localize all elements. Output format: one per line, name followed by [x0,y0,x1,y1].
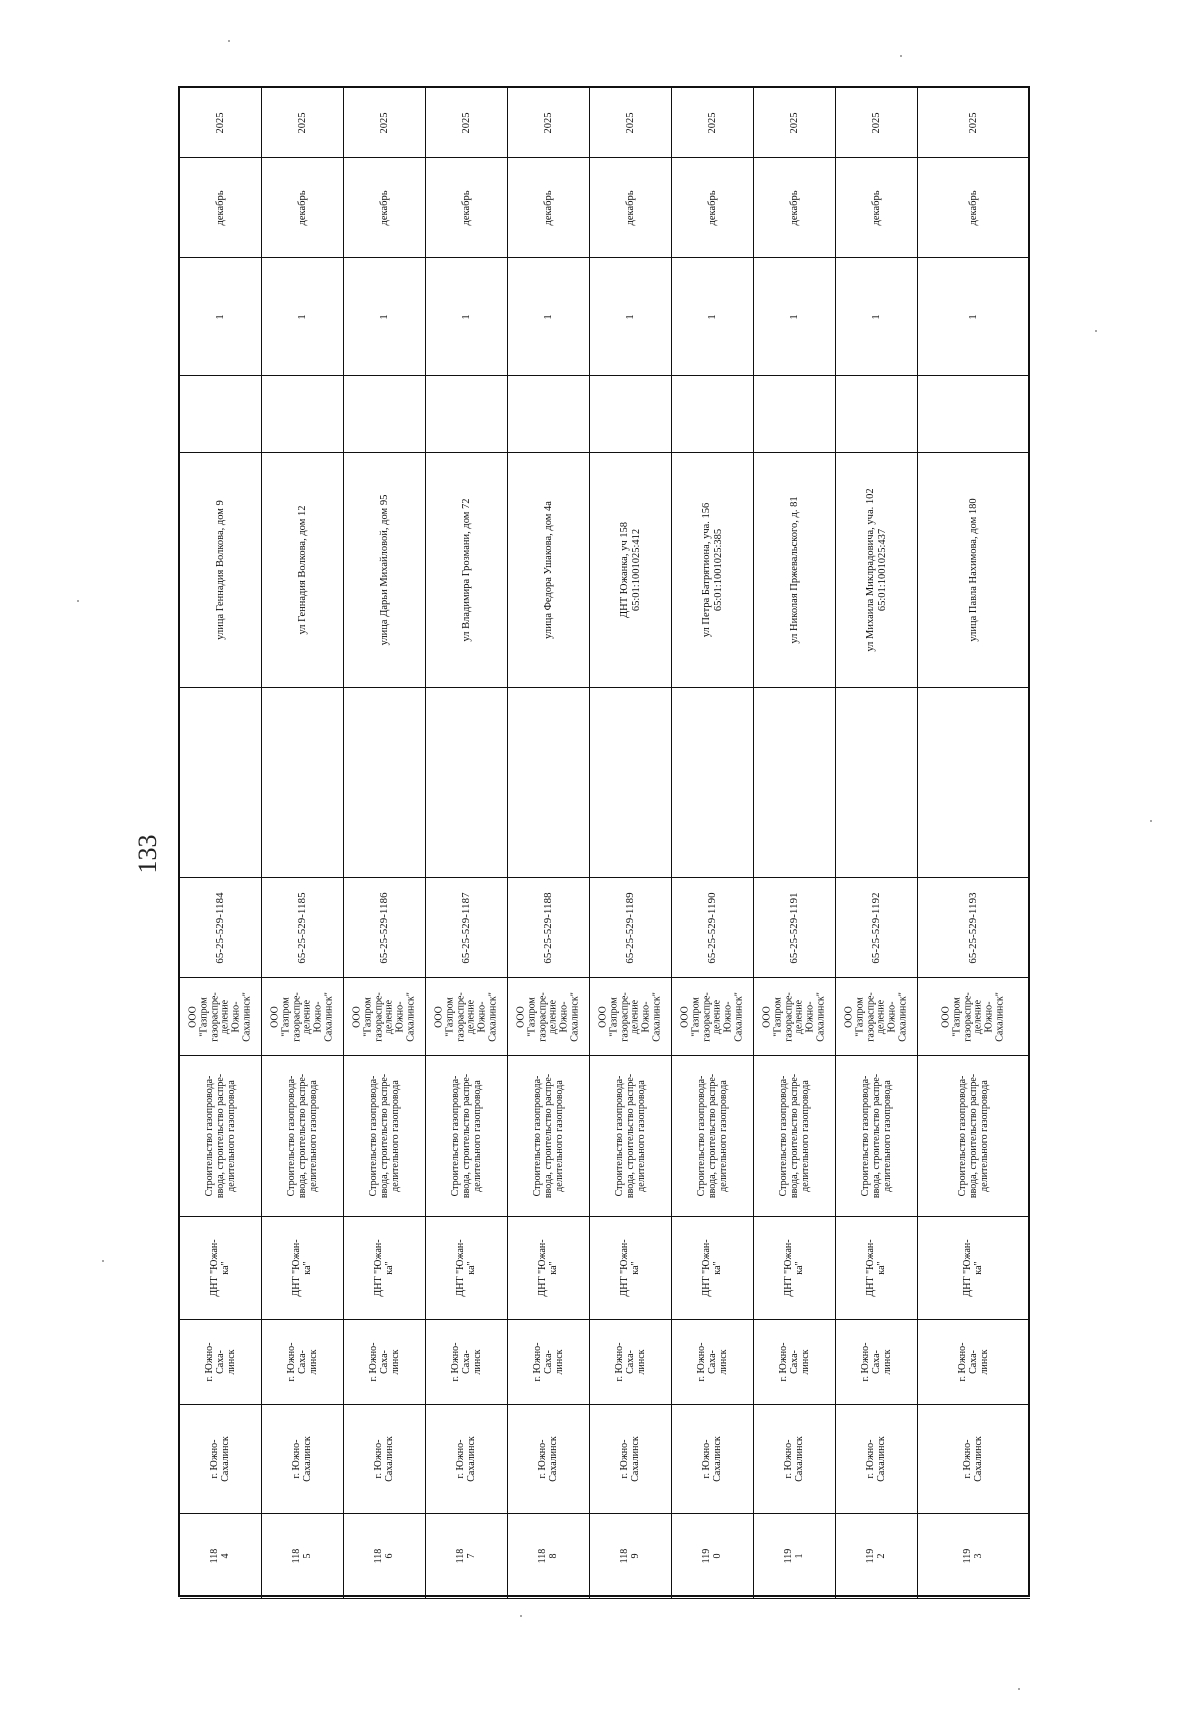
address-text: улица Павла Нахимова, дом 180 [968,498,979,642]
year-text: 2025 [788,112,800,133]
organization-text: ООО "Газпром газораспре- деление Южно- Сахалинск" [351,991,417,1042]
row-number-cell [590,1514,672,1599]
quantity-text: 1 [968,313,980,320]
document-table [178,86,1030,1597]
city-cell [590,1405,672,1514]
organization-cell [180,978,262,1056]
extra-cell [508,688,590,878]
settlement-text: ДНТ "Южан- ка" [864,1239,887,1297]
code-cell [590,878,672,978]
organization-cell [672,978,754,1056]
row-number-cell [918,1514,1030,1599]
address-text: ул Николая Пржевальского, д. 81 [788,496,800,644]
quantity-text: 1 [706,313,718,320]
city-cell [754,1405,836,1514]
organization-text: ООО "Газпром газораспре- деление Южно- Сахалинск" [940,991,1006,1042]
quantity-cell [262,258,344,376]
work-type-cell [508,1056,590,1217]
code-text: 65-25-529-1186 [377,891,390,964]
code-text: 65-25-529-1184 [213,891,226,964]
district-text: г. Южно- Саха- линск [203,1342,236,1382]
year-cell [344,88,426,158]
year-cell [180,88,262,158]
organization-cell [344,978,426,1056]
row-number-cell [180,1514,262,1599]
row-number-cell [836,1514,918,1599]
row-number-cell [508,1514,590,1599]
quantity-cell [918,258,1030,376]
month-cell [672,158,754,258]
organization-cell [754,978,836,1056]
scan-dot [1095,330,1097,332]
quantity-text: 1 [542,313,554,320]
city-cell [836,1405,918,1514]
month-text: декабрь [870,190,882,225]
month-text: декабрь [378,190,390,225]
settlement-text: ДНТ "Южан- ка" [536,1239,559,1297]
extra-cell [836,688,918,878]
extra-cell [180,688,262,878]
work-type-cell [672,1056,754,1217]
district-text: г. Южно- Саха- линск [367,1342,400,1382]
work-type-cell [262,1056,344,1217]
settlement-text: ДНТ "Южан- ка" [454,1239,477,1297]
city-text: г. Южно- Сахалинск [290,1436,313,1482]
organization-cell [262,978,344,1056]
address-cell [836,453,918,688]
row-number-text: 118 9 [618,1548,641,1564]
row-number-cell [344,1514,426,1599]
district-text: г. Южно- Саха- линск [859,1342,892,1382]
organization-text: ООО "Газпром газораспре- деление Южно- Сахалинск" [679,991,745,1042]
address-cell [180,453,262,688]
extra-cell [672,688,754,878]
empty-cell [754,376,836,453]
year-cell [754,88,836,158]
settlement-cell [180,1217,262,1320]
year-cell [508,88,590,158]
row-number-text: 118 4 [208,1548,231,1564]
empty-cell [836,376,918,453]
year-text: 2025 [214,112,226,133]
quantity-cell [590,258,672,376]
empty-cell [180,376,262,453]
district-text: г. Южно- Саха- линск [285,1342,318,1382]
address-cell [672,453,754,688]
settlement-text: ДНТ "Южан- ка" [618,1239,641,1297]
row-number-cell [754,1514,836,1599]
district-cell [262,1320,344,1405]
empty-cell [508,376,590,453]
extra-cell [262,688,344,878]
settlement-text: ДНТ "Южан- ка" [208,1239,231,1297]
district-cell [754,1320,836,1405]
city-text: г. Южно- Сахалинск [618,1436,641,1482]
organization-cell [918,978,1030,1056]
work-type-text: Строительство газопровода- ввода, строительство распре- делительного газопровода [531,1073,564,1199]
code-text: 65-25-529-1190 [705,891,718,964]
month-text: декабрь [624,190,636,225]
settlement-text: ДНТ "Южан- ка" [700,1239,723,1297]
address-cell [918,453,1030,688]
work-type-text: Строительство газопровода- ввода, строительство распре- делительного газопровода [859,1073,892,1199]
month-text: декабрь [968,190,980,225]
row-number-text: 119 3 [962,1548,984,1564]
scan-dot [1150,820,1152,822]
work-type-cell [590,1056,672,1217]
city-cell [344,1405,426,1514]
address-text: ул Петра Батрятиона, уча. 156 65:01:1001025:385 [700,502,724,638]
district-cell [836,1320,918,1405]
city-cell [180,1405,262,1514]
code-text: 65-25-529-1185 [295,891,308,964]
settlement-text: ДНТ "Южан- ка" [290,1239,313,1297]
quantity-text: 1 [870,313,882,320]
settlement-text: ДНТ "Южан- ка" [782,1239,805,1297]
organization-text: ООО "Газпром газораспре- деление Южно- Сахалинск" [187,991,253,1042]
row-number-text: 118 7 [454,1548,477,1564]
code-text: 65-25-529-1191 [787,891,800,964]
organization-text: ООО "Газпром газораспре- деление Южно- Сахалинск" [269,991,335,1042]
city-text: г. Южно- Сахалинск [700,1436,723,1482]
month-cell [426,158,508,258]
city-cell [672,1405,754,1514]
organization-cell [590,978,672,1056]
city-text: г. Южно- Сахалинск [536,1436,559,1482]
row-number-cell [672,1514,754,1599]
organization-cell [508,978,590,1056]
empty-cell [426,376,508,453]
work-type-text: Строительство газопровода- ввода, строительство распре- делительного газопровода [613,1073,646,1199]
extra-cell [590,688,672,878]
quantity-text: 1 [378,313,390,320]
city-text: г. Южно- Сахалинск [782,1436,805,1482]
code-cell [426,878,508,978]
code-cell [344,878,426,978]
code-text: 65-25-529-1189 [623,891,636,964]
work-type-cell [836,1056,918,1217]
settlement-cell [836,1217,918,1320]
year-text: 2025 [968,112,980,133]
settlement-cell [262,1217,344,1320]
scan-dot [77,600,79,602]
scan-dot [520,1615,522,1617]
address-cell [590,453,672,688]
district-text: г. Южно- Саха- линск [531,1342,564,1382]
quantity-cell [426,258,508,376]
year-text: 2025 [624,112,636,133]
city-text: г. Южно- Сахалинск [208,1436,231,1482]
city-cell [508,1405,590,1514]
address-text: ДНТ Южанка, уч 158 65:01:1001025:412 [618,522,642,618]
work-type-text: Строительство газопровода- ввода, строительство распре- делительного газопровода [367,1073,400,1199]
empty-cell [262,376,344,453]
year-text: 2025 [870,112,882,133]
month-cell [180,158,262,258]
district-cell [672,1320,754,1405]
work-type-text: Строительство газопровода- ввода, строительство распре- делительного газопровода [449,1073,482,1199]
quantity-cell [180,258,262,376]
row-number-text: 118 6 [372,1548,395,1564]
code-text: 65-25-529-1192 [869,891,882,964]
scan-dot [228,40,230,42]
work-type-text: Строительство газопровода- ввода, строительство распре- делительного газопровода [203,1073,236,1199]
quantity-text: 1 [460,313,472,320]
organization-text: ООО "Газпром газораспре- деление Южно- Сахалинск" [597,991,663,1042]
organization-text: ООО "Газпром газораспре- деление Южно- Сахалинск" [761,991,827,1042]
address-cell [344,453,426,688]
month-text: декабрь [296,190,308,225]
city-text: г. Южно- Сахалинск [454,1436,477,1482]
address-cell [426,453,508,688]
district-cell [344,1320,426,1405]
quantity-text: 1 [214,313,226,320]
scan-dot [102,1260,104,1262]
district-cell [508,1320,590,1405]
settlement-text: ДНТ "Южан- ка" [372,1239,395,1297]
code-cell [262,878,344,978]
month-text: декабрь [214,190,226,225]
quantity-cell [508,258,590,376]
settlement-cell [426,1217,508,1320]
year-cell [836,88,918,158]
address-text: ул Владимира Грозмани, дом 72 [460,498,472,642]
row-number-text: 118 8 [536,1548,559,1564]
city-cell [426,1405,508,1514]
empty-cell [672,376,754,453]
row-number-cell [426,1514,508,1599]
scan-dot [1018,1688,1020,1690]
address-cell [262,453,344,688]
year-text: 2025 [706,112,718,133]
row-number-text: 119 1 [782,1548,805,1564]
address-cell [754,453,836,688]
row-number-text: 118 5 [290,1548,313,1564]
row-number-cell [262,1514,344,1599]
work-type-cell [426,1056,508,1217]
empty-cell [590,376,672,453]
quantity-text: 1 [624,313,636,320]
district-cell [180,1320,262,1405]
year-cell [262,88,344,158]
settlement-cell [672,1217,754,1320]
organization-cell [426,978,508,1056]
organization-text: ООО "Газпром газораспре- деление Южно- Сахалинск" [433,991,499,1042]
year-cell [426,88,508,158]
month-text: декабрь [706,190,718,225]
code-cell [672,878,754,978]
month-cell [262,158,344,258]
code-cell [508,878,590,978]
city-cell [262,1405,344,1514]
year-text: 2025 [378,112,390,133]
code-cell [918,878,1030,978]
code-cell [754,878,836,978]
month-cell [590,158,672,258]
district-text: г. Южно- Саха- линск [956,1342,990,1382]
month-text: декабрь [542,190,554,225]
work-type-cell [918,1056,1030,1217]
year-text: 2025 [542,112,554,133]
quantity-cell [672,258,754,376]
month-cell [754,158,836,258]
district-cell [426,1320,508,1405]
month-text: декабрь [788,190,800,225]
month-cell [836,158,918,258]
city-text: г. Южно- Сахалинск [372,1436,395,1482]
quantity-text: 1 [296,313,308,320]
work-type-cell [180,1056,262,1217]
district-text: г. Южно- Саха- линск [449,1342,482,1382]
extra-cell [426,688,508,878]
extra-cell [754,688,836,878]
district-cell [590,1320,672,1405]
code-text: 65-25-529-1187 [459,891,472,964]
month-text: декабрь [460,190,472,225]
address-text: улица Геннадия Волкова, дом 9 [214,500,226,640]
year-text: 2025 [296,112,308,133]
work-type-text: Строительство газопровода- ввода, строительство распре- делительного газопровода [695,1073,728,1199]
year-cell [918,88,1030,158]
month-cell [508,158,590,258]
month-cell [918,158,1030,258]
code-text: 65-25-529-1188 [541,891,554,964]
work-type-cell [754,1056,836,1217]
empty-cell [918,376,1030,453]
settlement-cell [508,1217,590,1320]
address-text: улица Дарьи Михайловой, дом 95 [378,494,390,646]
city-cell [918,1405,1030,1514]
row-number-text: 119 2 [864,1548,887,1564]
settlement-cell [754,1217,836,1320]
year-text: 2025 [460,112,472,133]
settlement-cell [918,1217,1030,1320]
work-type-text: Строительство газопровода- ввода, строительство распре- делительного газопровода [777,1073,810,1199]
organization-text: ООО "Газпром газораспре- деление Южно- Сахалинск" [843,991,909,1042]
quantity-text: 1 [788,313,800,320]
quantity-cell [344,258,426,376]
quantity-cell [836,258,918,376]
address-cell [508,453,590,688]
district-cell [918,1320,1030,1405]
address-text: улица Федора Ушакова, дом 4а [542,501,554,639]
organization-text: ООО "Газпром газораспре- деление Южно- Сахалинск" [515,991,581,1042]
work-type-text: Строительство газопровода- ввода, строительство распре- делительного газопровода [285,1073,318,1199]
address-text: ул Геннадия Волкова, дом 12 [296,505,308,635]
settlement-text: ДНТ "Южан- ка" [962,1239,984,1297]
code-text: 65-25-529-1193 [967,891,980,964]
row-number-text: 119 0 [700,1548,723,1564]
empty-cell [344,376,426,453]
district-text: г. Южно- Саха- линск [695,1342,728,1382]
address-text: ул Михаила Миклрадовича, уча. 102 65:01:1001025:437 [864,488,888,652]
settlement-cell [344,1217,426,1320]
settlement-cell [590,1217,672,1320]
page-number: 133 [133,834,162,874]
quantity-cell [754,258,836,376]
scan-dot [900,55,902,57]
extra-cell [344,688,426,878]
extra-cell [918,688,1030,878]
year-cell [672,88,754,158]
district-text: г. Южно- Саха- линск [777,1342,810,1382]
work-type-cell [344,1056,426,1217]
city-text: г. Южно- Сахалинск [864,1436,887,1482]
organization-cell [836,978,918,1056]
year-cell [590,88,672,158]
month-cell [344,158,426,258]
work-type-text: Строительство газопровода- ввода, строительство распре- делительного газопровода [956,1073,990,1199]
code-cell [836,878,918,978]
district-text: г. Южно- Саха- линск [613,1342,646,1382]
code-cell [180,878,262,978]
city-text: г. Южно- Сахалинск [962,1436,984,1482]
